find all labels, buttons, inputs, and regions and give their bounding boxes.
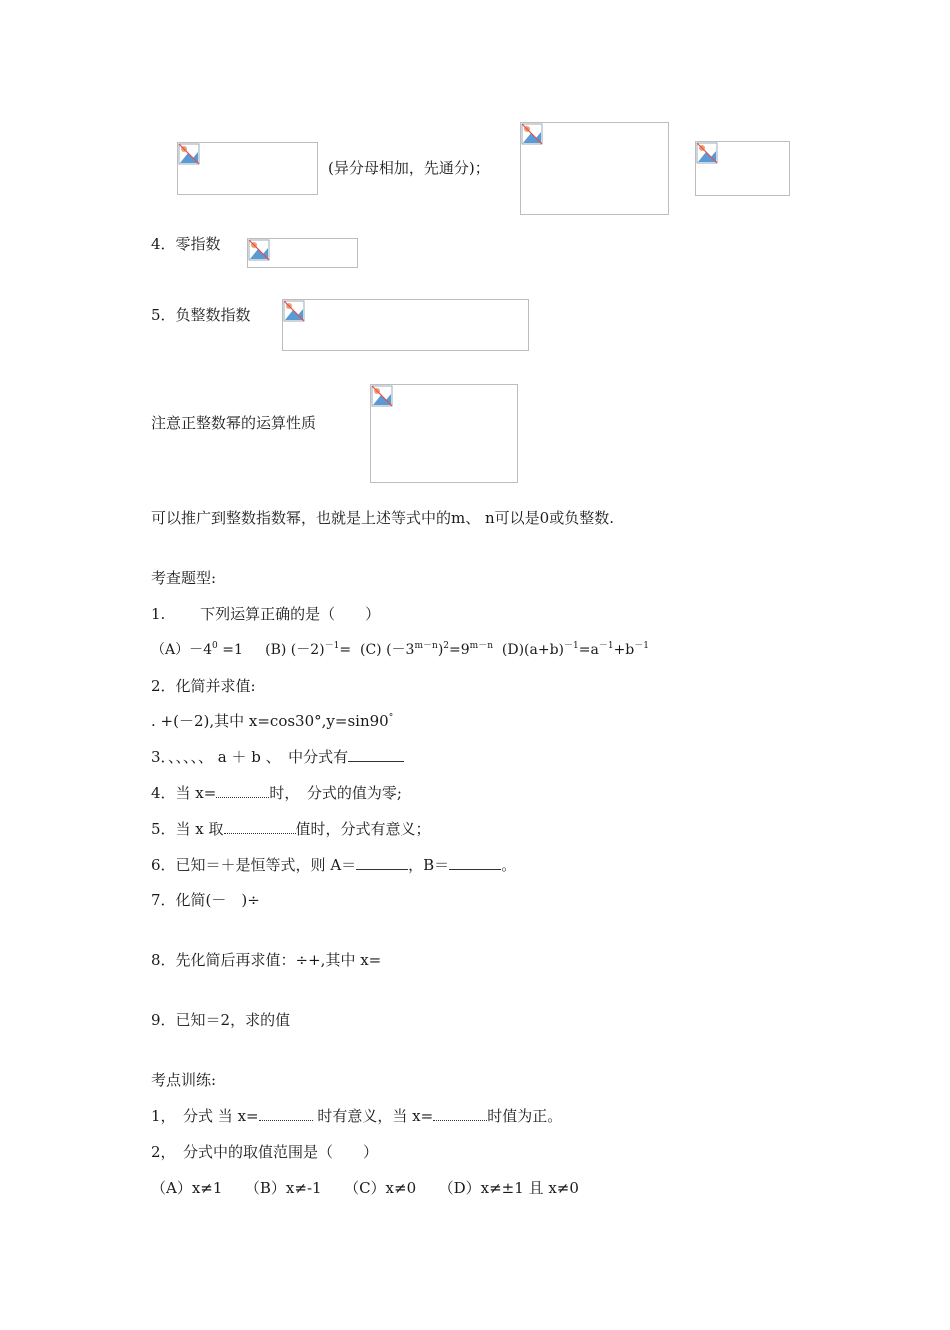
broken-image-icon: [371, 385, 393, 407]
question-2: 2．化简并求值:: [151, 677, 256, 695]
formula-image-3: [695, 141, 790, 196]
question-1-options: [151, 640, 649, 660]
add-note: (异分母相加，先通分)；: [328, 159, 490, 177]
section-title-training: 考点训练:: [151, 1071, 217, 1089]
question-8: 8．先化简后再求值：÷+,其中 x=: [151, 951, 382, 969]
question-1: 1. 下列运算正确的是（ ）: [151, 605, 381, 623]
question-7: 7．化简(－ )÷: [151, 891, 260, 909]
extend-note: 可以推广到整数指数幂，也就是上述等式中的m、 n可以是0或负整数.: [151, 509, 614, 527]
option-d: $(D)(a+b)^{-1}=a^{-1}+b^{-1}$: [501, 641, 650, 658]
zero-exponent-image: [247, 238, 358, 268]
broken-image-icon: [283, 300, 305, 322]
answer-blank-a[interactable]: [356, 857, 408, 870]
answer-blank-b[interactable]: [449, 857, 501, 870]
answer-blank[interactable]: [348, 749, 404, 762]
training-2: 2， 分式中的取值范围是（ ）: [151, 1143, 379, 1161]
broken-image-icon: [696, 142, 718, 164]
section-title-question-types: 考查题型:: [151, 569, 217, 587]
answer-blank[interactable]: [216, 785, 269, 798]
formula-image-2: [520, 122, 669, 215]
question-5: 5．当 x 取 值时，分式有意义；: [151, 820, 431, 838]
power-properties-image: [370, 384, 518, 483]
option-a: $(A)-4^0 =1$: [151, 641, 243, 658]
broken-image-icon: [178, 143, 200, 165]
negative-exponent-label: 5．负整数指数: [151, 306, 251, 324]
training-2-options: （A）x≠1 （B）x≠-1 （C）x≠0 （D）x≠±1 且 x≠0: [151, 1179, 579, 1197]
power-properties-note: 注意正整数幂的运算性质: [151, 414, 317, 432]
answer-blank[interactable]: [259, 1108, 313, 1121]
answer-blank[interactable]: [224, 821, 296, 834]
option-c: (C) $(-3^{m-n})^2=9^{m-n}$: [360, 641, 493, 658]
question-9: 9．已知＝2，求的值: [151, 1011, 291, 1029]
question-6: 6．已知＝＋是恒等式，则 A＝ ，B＝ 。: [151, 856, 517, 874]
question-4: 4．当 x= 时， 分式的值为零;: [151, 784, 402, 802]
training-1: 1， 分式 当 x= 时有意义，当 x= 时值为正。: [151, 1107, 563, 1125]
zero-exponent-label: 4．零指数: [151, 235, 221, 253]
question-3: 3．、、、、、 a ＋ b 、 中分式有: [151, 747, 404, 767]
broken-image-icon: [248, 239, 270, 261]
answer-blank[interactable]: [433, 1108, 487, 1121]
broken-image-icon: [521, 123, 543, 145]
option-b: (B) $(-2)^{-1}=$: [265, 641, 352, 658]
formula-image-1: [177, 142, 318, 195]
negative-exponent-image: [282, 299, 529, 351]
question-2-expression: . +(－2),其中 x=cos30°,y=sin90°: [151, 712, 394, 730]
